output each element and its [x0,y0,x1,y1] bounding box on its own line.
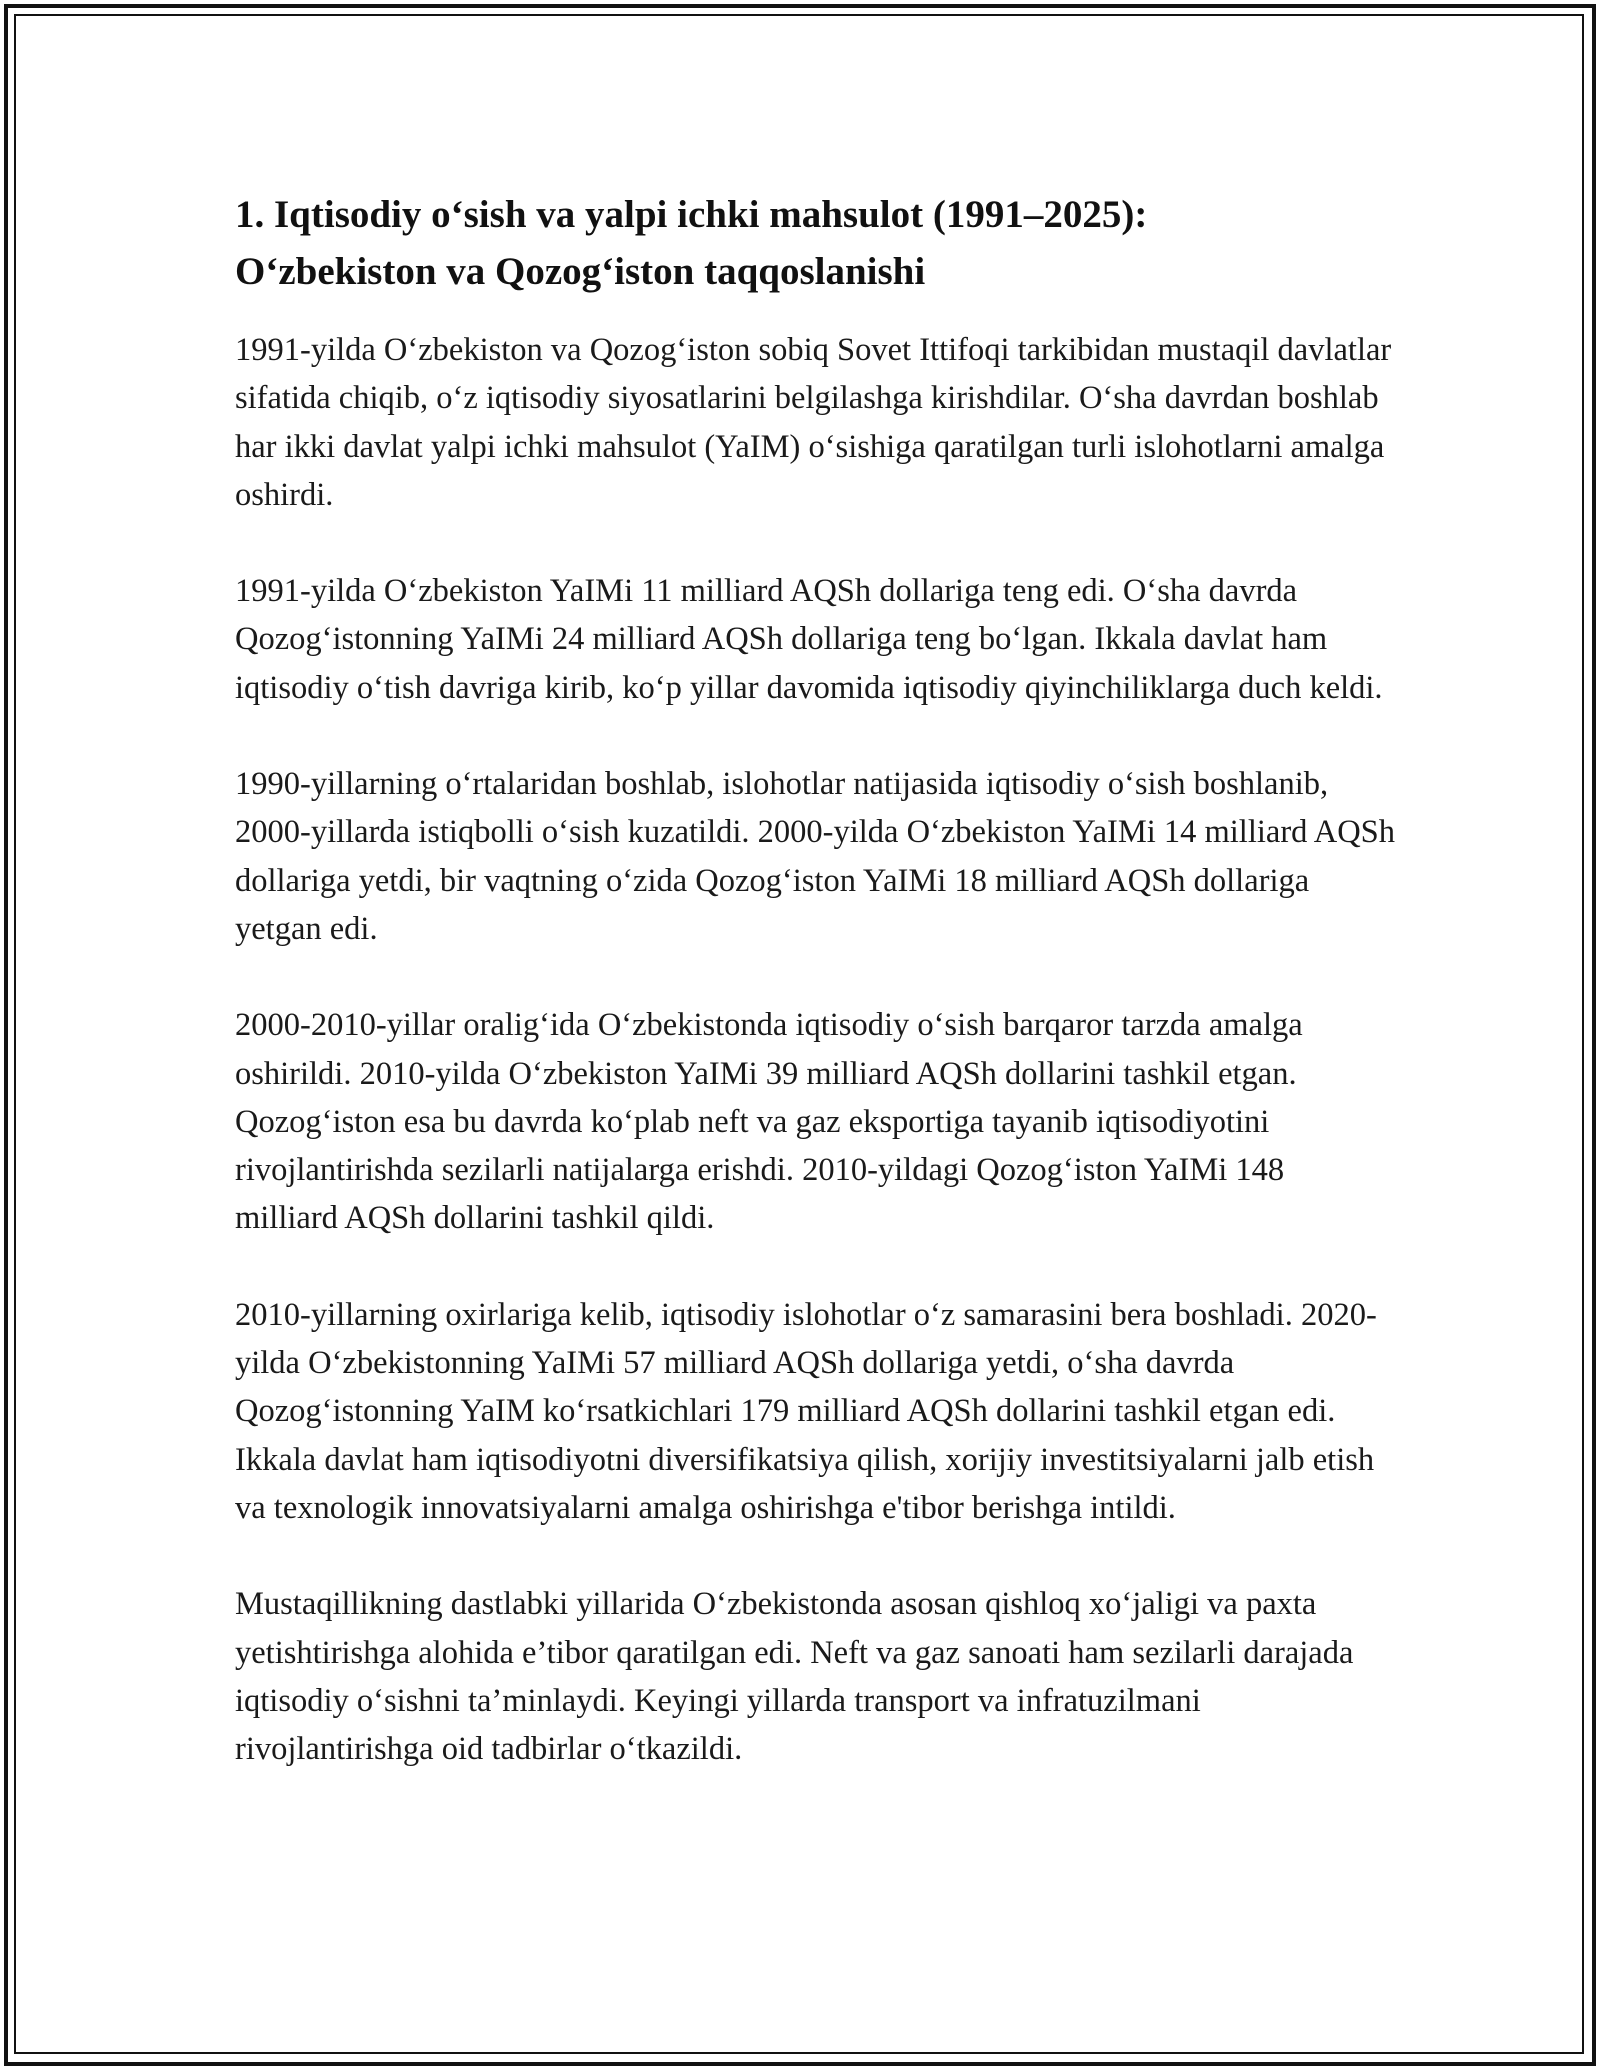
document-title-line-2: O‘zbekiston va Qozog‘iston taqqoslanishi [235,250,926,293]
paragraph-independence: 1991-yilda O‘zbekiston va Qozog‘iston sobiq Sovet Ittifoqi tarkibidan mustaqil davlatlar sifatida chiqib, o‘z iqtisodiy siyosatlarini belgilashga kirishdilar. O‘sha davrdan boshlab har ikki davlat yalpi ichki mahsulot (YaIM) o‘sishiga qaratilgan turli islohotlarni amalga oshirdi. [235,332,1392,513]
document-body [235,186,1395,1821]
document-title-line-1: 1. Iqtisodiy o‘sish va yalpi ichki mahsulot (1991–2025): [235,193,1148,236]
paragraph-gdp-2000: 1990-yillarning o‘rtalaridan boshlab, islohotlar natijasida iqtisodiy o‘sish boshlanib, 2000-yillarda istiqbolli o‘sish kuzatildi. 2000-yilda O‘zbekiston YaIMi 14 milliard AQSh dollariga yetdi, bir vaqtning o‘zida Qozog‘iston YaIMi 18 milliard AQSh dollariga yetgan edi. [235,766,1395,947]
paragraph-early-years: Mustaqillikning dastlabki yillarida O‘zbekistonda asosan qishloq xo‘jaligi va paxta yetishtirishga alohida e’tibor qaratilgan edi. Neft va gaz sanoati ham sezilarli darajada iqtisodiy o‘sishni ta’minlaydi. Keyingi yillarda transport va infratuzilmani rivojlantirishga oid tadbirlar o‘tkazildi. [235,1586,1354,1768]
document-title [235,186,1395,300]
paragraph-gdp-2010: 2000-2010-yillar oralig‘ida O‘zbekistonda iqtisodiy o‘sish barqaror tarzda amalga oshirildi. 2010-yilda O‘zbekiston YaIMi 39 milliard AQSh dollarini tashkil etgan. Qozog‘iston esa bu davrda ko‘plab neft va gaz eksportiga tayanib iqtisodiyotini rivojlantirishda sezilarli natijalarga erishdi. 2010-yildagi Qozog‘iston YaIMi 148 milliard AQSh dollarini tashkil qildi. [235,1007,1303,1237]
paragraph-gdp-2020: 2010-yillarning oxirlariga kelib, iqtisodiy islohotlar o‘z samarasini bera boshladi. 2020-yilda O‘zbekistonning YaIMi 57 milliard AQSh dollariga yetdi, o‘sha davrda Qozog‘istonning YaIM ko‘rsatkichlari 179 milliard AQSh dollarini tashkil etgan edi. Ikkala davlat ham iqtisodiyotni diversifikatsiya qilish, xorijiy investitsiyalarni jalb etish va texnologik innovatsiyalarni amalga oshirishga e'tibor berishga intildi. [235,1296,1377,1526]
paragraph-gdp-1991: 1991-yilda O‘zbekiston YaIMi 11 milliard AQSh dollariga teng edi. O‘sha davrda Qozog‘istonning YaIMi 24 milliard AQSh dollariga teng bo‘lgan. Ikkala davlat ham iqtisodiy o‘tish davriga kirib, ko‘p yillar davomida iqtisodiy qiyinchiliklarga duch keldi. [235,573,1383,706]
